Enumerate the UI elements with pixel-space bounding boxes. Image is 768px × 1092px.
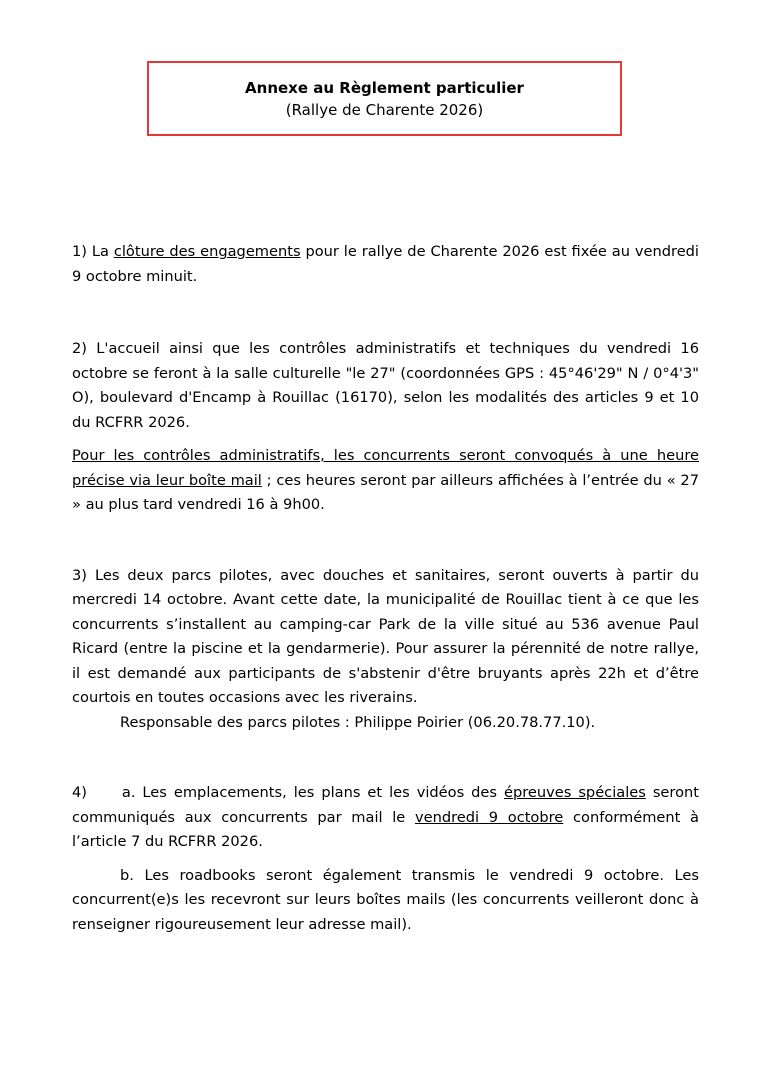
section-1-prefix: 1) La (72, 243, 114, 260)
spacer (72, 289, 699, 337)
spacer (72, 435, 699, 444)
section-2-underlined: Pour les contrôles administratifs, les concurrents seront convoqués à une heure précise via leur boîte mail (72, 447, 699, 489)
section-4-item-b: b. Les roadbooks seront également transmis le vendredi 9 octobre. Les concurrent(e)s les recevront sur leurs boîtes mails (les concurrents veilleront donc à renseigner rigoureusement leur adresse mail). (72, 866, 699, 933)
section-1 (72, 240, 699, 289)
section-4-a-underlined-1: épreuves spéciales (503, 784, 646, 801)
section-2-paragraph-2 (72, 444, 699, 518)
section-4-a-prefix: 4) a. Les emplacements, les plans et les vidéos des (72, 784, 504, 801)
title-box (147, 61, 622, 136)
section-1-underlined: clôture des engagements (113, 243, 301, 260)
document-subtitle: (Rallye de Charente 2026) (285, 101, 484, 119)
document-body (72, 240, 699, 937)
section-3-contact: Responsable des parcs pilotes : Philippe Poirier (06.20.78.77.10). (120, 713, 596, 731)
section-4-a-mid: seront communiqués aux concurrents par mail le (72, 784, 699, 826)
section-2-rest: ; ces heures seront par ailleurs affichées à l’entrée du « 27 » au plus tard vendredi 16 à 9h00. (72, 471, 699, 513)
document-title: Annexe au Règlement particulier (245, 79, 524, 97)
section-2-paragraph-1: 2) L'accueil ainsi que les contrôles administratifs et techniques du vendredi 16 octobre se feront à la salle culturelle "le 27" (coordonnées GPS : 45°46'29" N / 0°4'3" O), boulevard d'Encamp à Rouillac (16170), selon les modalités des articles 9 et 10 du RCFRR 2026. (72, 340, 699, 431)
section-1-rest: pour le rallye de Charente 2026 est fixée au vendredi 9 octobre minuit. (72, 243, 699, 285)
section-4-item-a (72, 781, 699, 855)
spacer (72, 855, 699, 864)
section-4-a-underlined-2: vendredi 9 octobre (414, 808, 564, 826)
section-3-paragraph-1: 3) Les deux parcs pilotes, avec douches et sanitaires, seront ouverts à partir du mercredi 14 octobre. Avant cette date, la municipalité de Rouillac tient à ce que les concurrents s’installent au camping-car Park de la ville situé au 536 avenue Paul Ricard (entre la piscine et la gendarmerie). Pour assurer la pérennité de notre rallye, il est demandé aux participants de s'abstenir d'être bruyants après 22h et d’être courtois en toutes occasions avec les riverains. (72, 566, 699, 706)
spacer (72, 518, 699, 564)
spacer (72, 735, 699, 781)
section-4-a-rest: conformément à l’article 7 du RCFRR 2026. (72, 808, 699, 850)
